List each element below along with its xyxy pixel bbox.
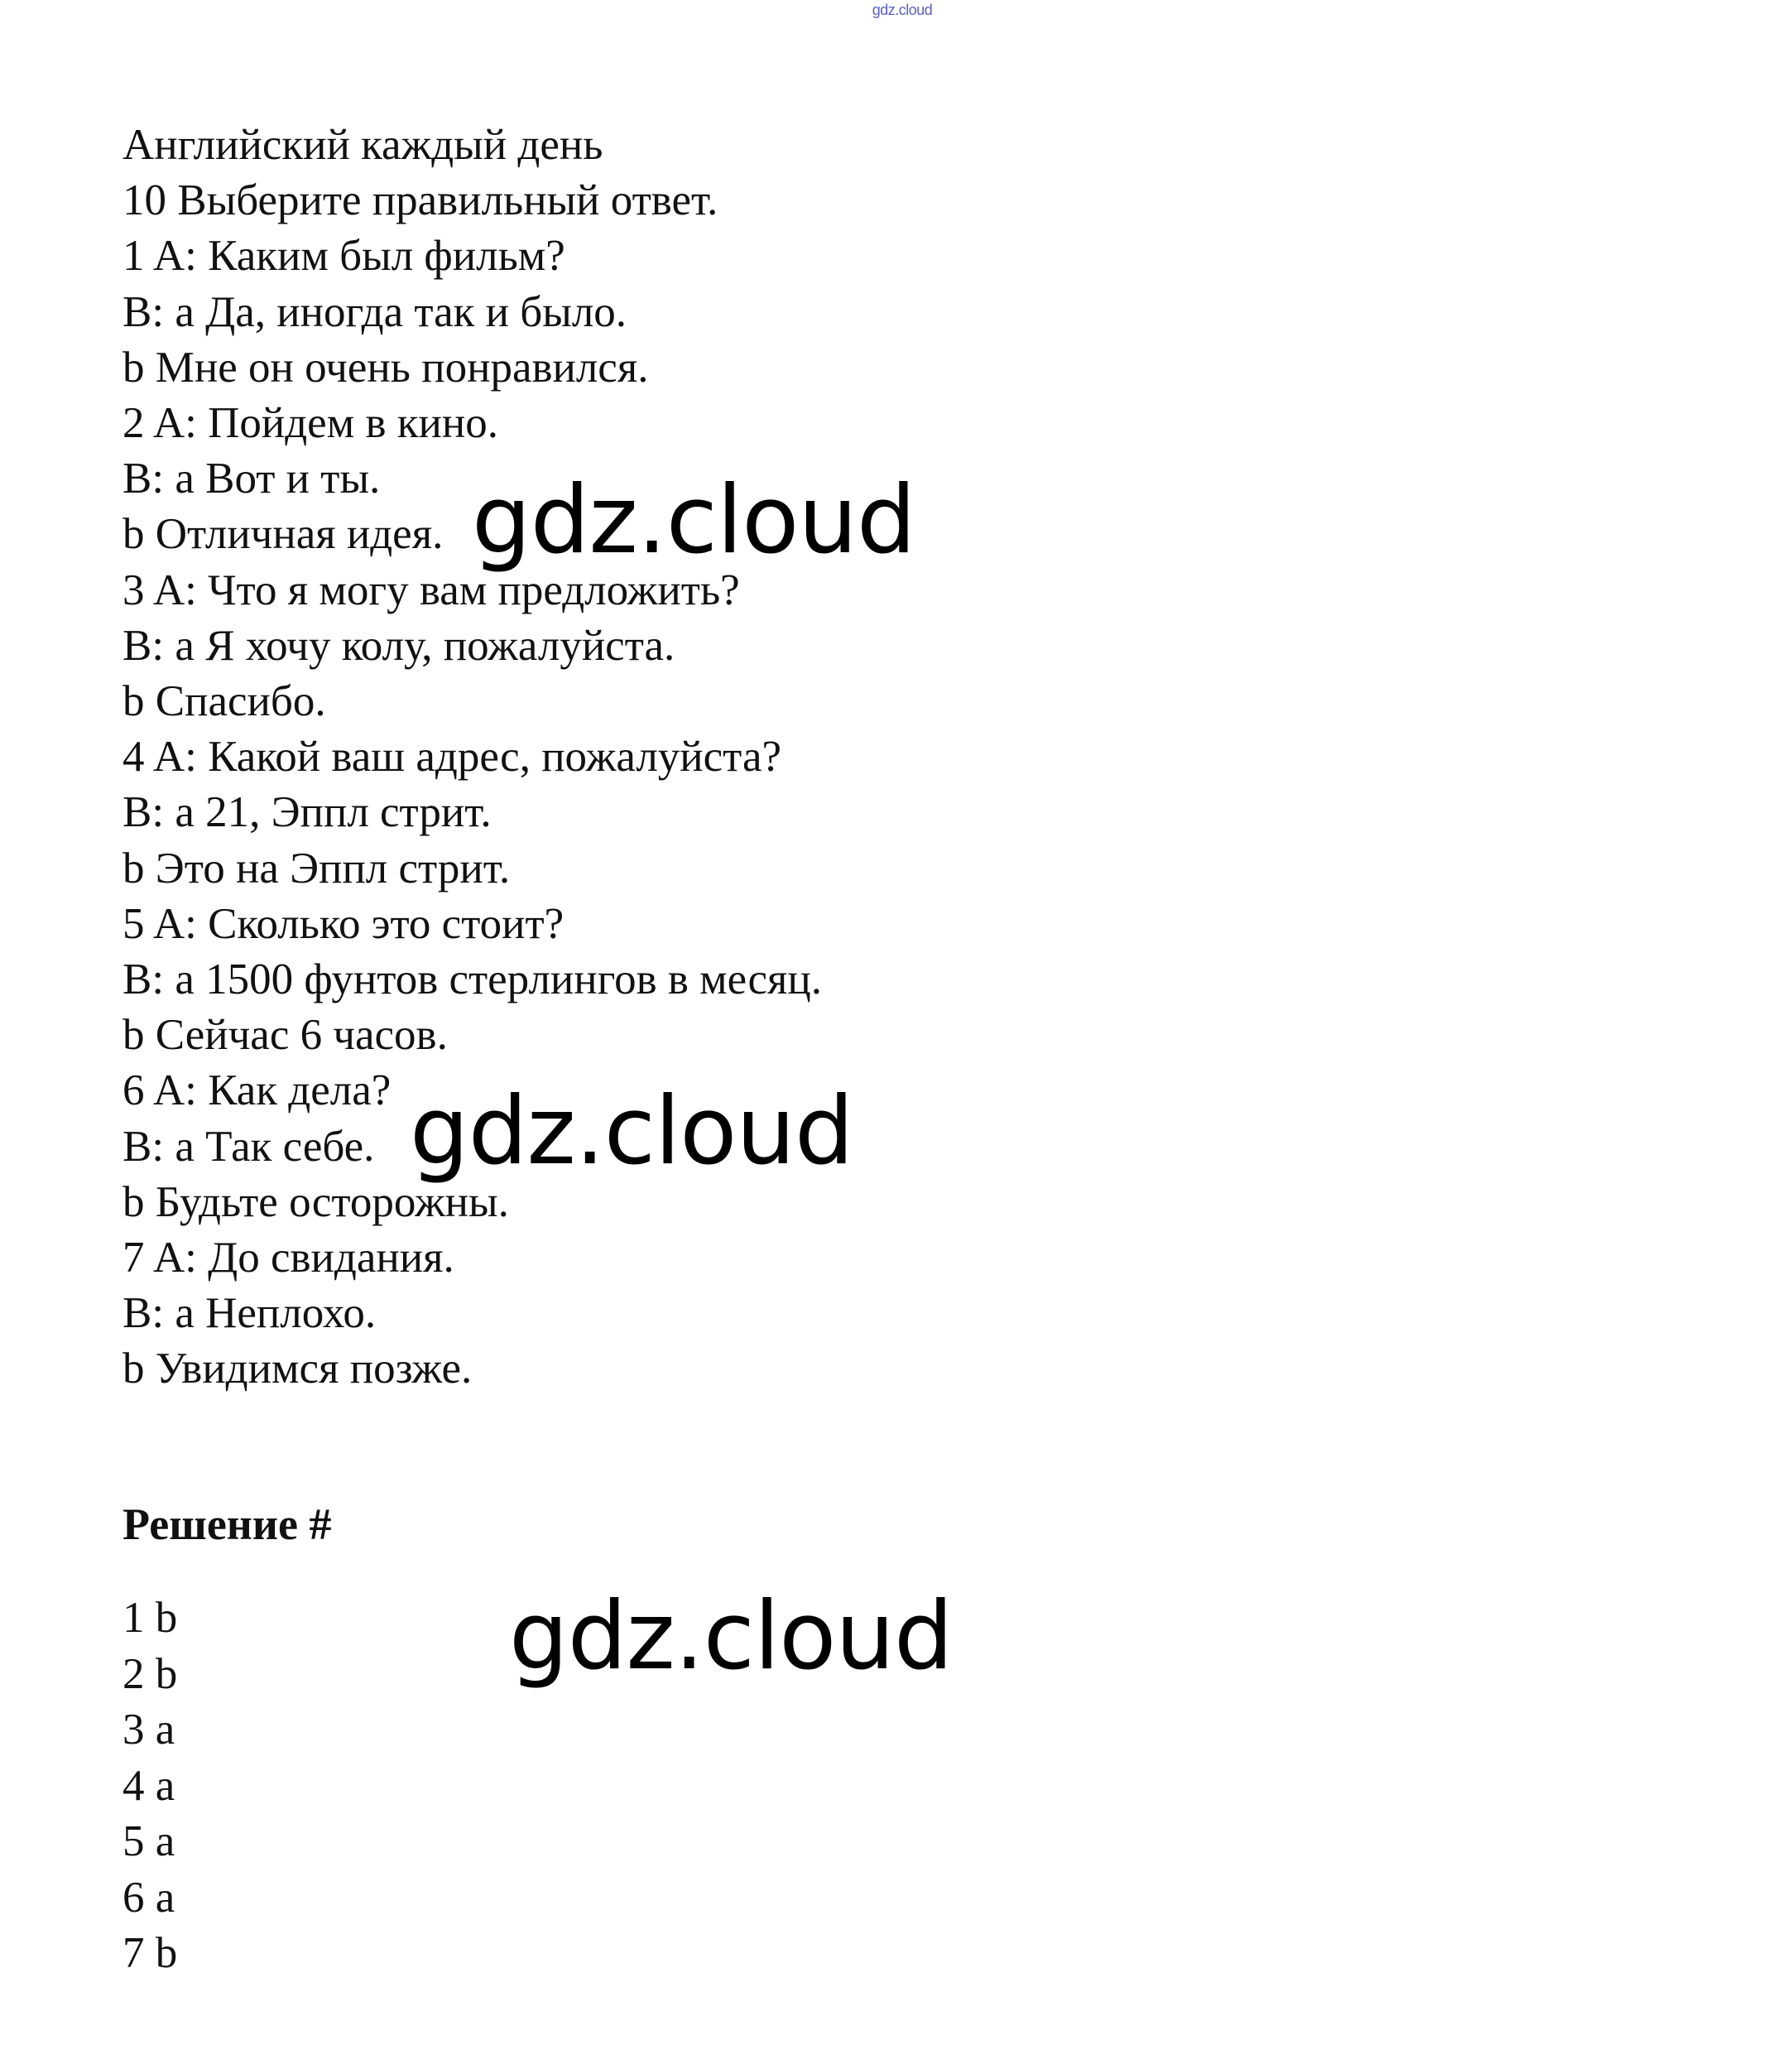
task-instruction: 10 Выберите правильный ответ. xyxy=(123,176,718,225)
answer-item: 7 b xyxy=(123,1929,178,1977)
dialogue-line: 4 A: Какой ваш адрес, пожалуйста? xyxy=(123,733,782,782)
top-watermark: gdz.cloud xyxy=(872,2,933,18)
dialogue-line: 6 A: Как дела? xyxy=(123,1066,392,1115)
answer-item: 3 a xyxy=(123,1706,175,1754)
watermark: gdz.cloud xyxy=(509,1581,953,1691)
dialogue-line: 7 A: До свидания. xyxy=(123,1234,454,1282)
task-text xyxy=(123,118,1695,1398)
dialogue-line: B: a Так себе. xyxy=(123,1122,375,1171)
dialogue-line: 1 A: Каким был фильм? xyxy=(123,232,565,281)
task-title: Английский каждый день xyxy=(123,121,603,169)
answer-item: 1 b xyxy=(123,1594,178,1642)
dialogue-line: B: a Неплохо. xyxy=(123,1289,377,1338)
watermark: gdz.cloud xyxy=(472,465,915,575)
dialogue-line: b Сейчас 6 часов. xyxy=(123,1011,448,1060)
dialogue-line: b Отличная идея. xyxy=(123,510,444,559)
dialogue-line: 5 A: Сколько это стоит? xyxy=(123,899,565,948)
dialogue-line: b Спасибо. xyxy=(123,677,326,726)
dialogue-line: b Будьте осторожны. xyxy=(123,1177,509,1226)
answer-item: 4 a xyxy=(123,1761,175,1810)
answer-item: 5 a xyxy=(123,1817,175,1865)
dialogue-line: b Мне он очень понравился. xyxy=(123,343,649,392)
answer-item: 2 b xyxy=(123,1649,178,1698)
dialogue-line: 3 A: Что я могу вам предложить? xyxy=(123,565,740,614)
dialogue-line: B: a Да, иногда так и было. xyxy=(123,287,627,336)
dialogue-line: B: a Я хочу колу, пожалуйста. xyxy=(123,621,675,670)
dialogue-line: b Увидимся позже. xyxy=(123,1345,473,1393)
dialogue-line: B: a Вот и ты. xyxy=(123,455,381,503)
dialogue-line: B: a 21, Эппл стрит. xyxy=(123,788,492,837)
dialogue-line: B: a 1500 фунтов стерлингов в месяц. xyxy=(123,955,823,1004)
dialogue-line: 2 A: Пойдем в кино. xyxy=(123,399,498,448)
watermark: gdz.cloud xyxy=(410,1076,853,1186)
dialogue-line: b Это на Эппл стрит. xyxy=(123,844,511,893)
solution-heading: Решение # xyxy=(123,1499,332,1549)
answer-item: 6 a xyxy=(123,1873,175,1922)
solution-answers xyxy=(123,1590,177,1982)
